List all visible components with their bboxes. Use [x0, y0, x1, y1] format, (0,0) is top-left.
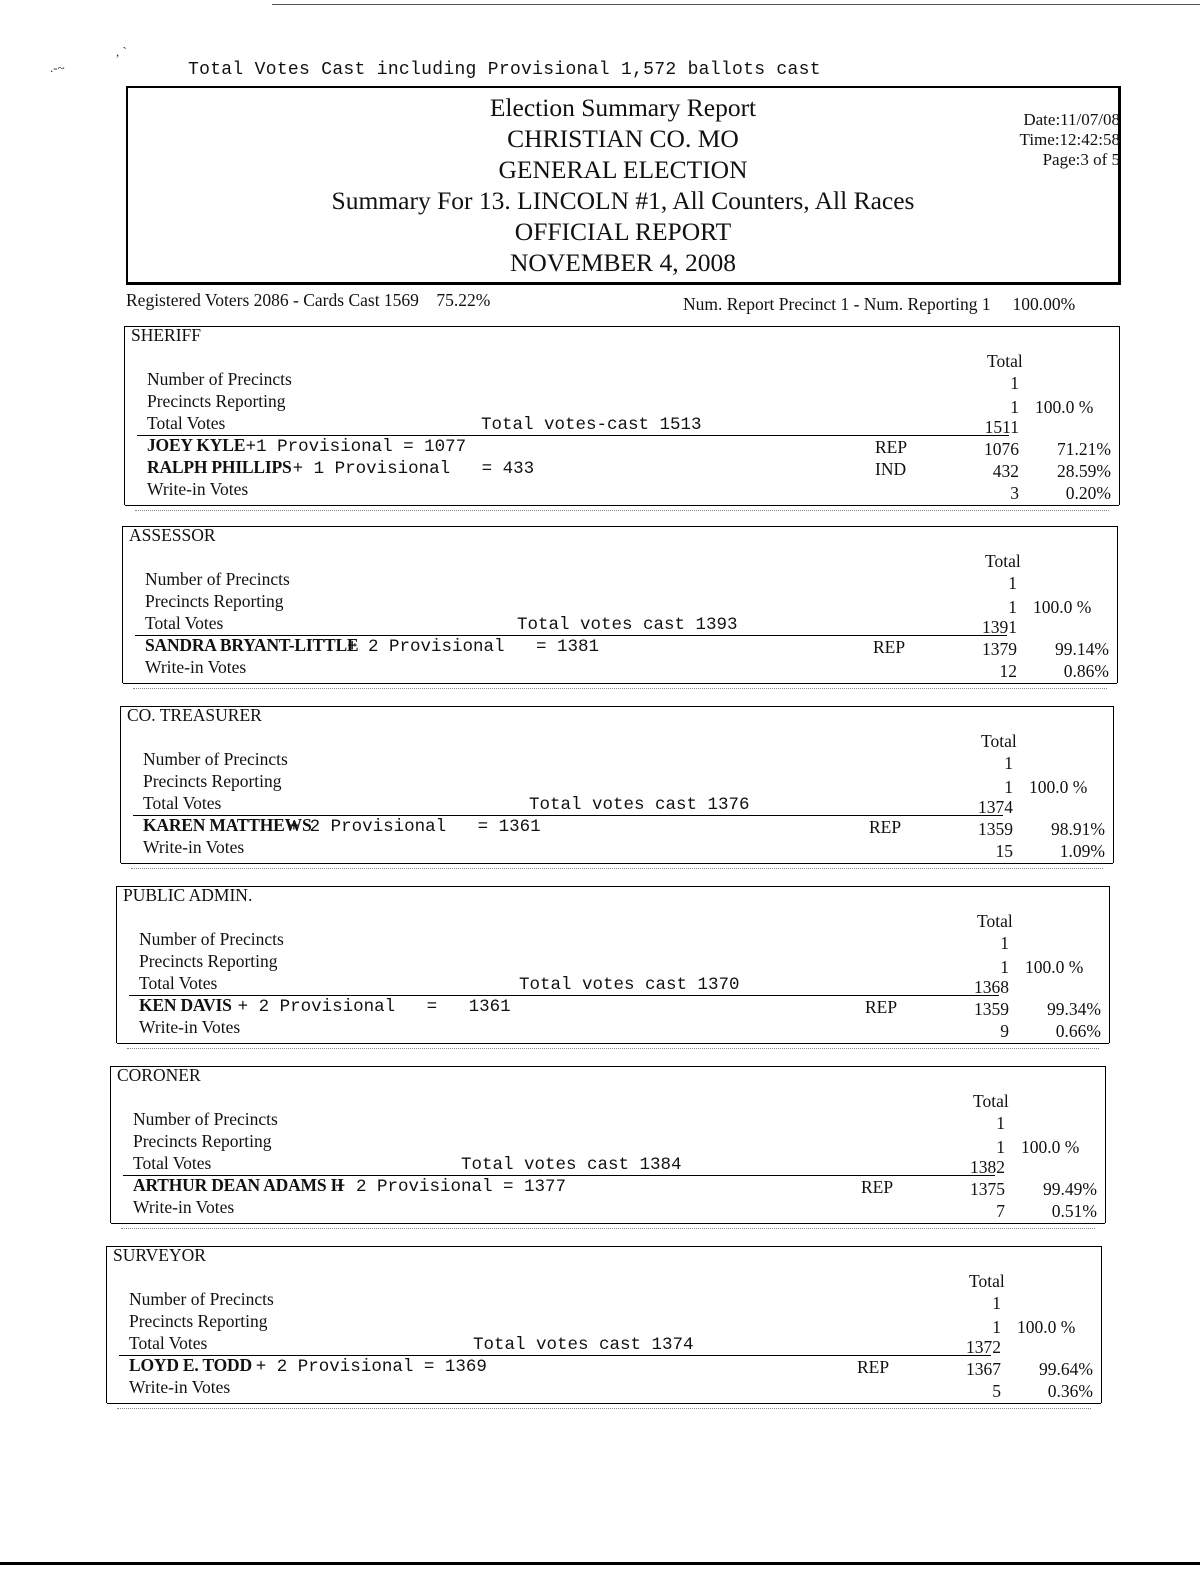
total-column-header: Total	[987, 351, 1023, 371]
number-of-precincts-value: 1	[1010, 373, 1019, 393]
header-line: OFFICIAL REPORT	[514, 217, 732, 246]
header-line: Summary For 13. LINCOLN #1, All Counters, All Races	[331, 186, 915, 215]
write-in-label: Write-in Votes	[145, 657, 247, 677]
precincts-reporting-label: Precincts Reporting	[147, 391, 286, 411]
reporting-percent: 100.0 %	[1035, 397, 1094, 417]
race-section	[116, 886, 1110, 1043]
write-in-percent: 0.66%	[1055, 1021, 1101, 1041]
total-votes-cast-note: Total votes cast 1376	[529, 795, 750, 815]
number-of-precincts-label: Number of Precincts	[139, 929, 284, 949]
candidate-party: REP	[861, 1177, 894, 1197]
race-section	[124, 326, 1120, 505]
header-line: Election Summary Report	[489, 93, 757, 122]
candidate-party: REP	[869, 817, 902, 837]
number-of-precincts-label: Number of Precincts	[145, 569, 290, 589]
total-votes-cast-note: Total votes cast 1393	[517, 615, 738, 635]
candidate-votes: 1379	[982, 639, 1017, 659]
header-line: GENERAL ELECTION	[498, 155, 748, 184]
total-votes-label: Total Votes	[139, 973, 218, 993]
total-votes-value: 1382	[970, 1157, 1005, 1177]
total-column-header: Total	[973, 1091, 1009, 1111]
provisional-note: + 2 Provisional = 1377	[335, 1177, 567, 1197]
race-section	[106, 1246, 1102, 1403]
write-in-label: Write-in Votes	[147, 479, 249, 499]
race-bottom-rule	[107, 1403, 1101, 1404]
race-title: PUBLIC ADMIN.	[123, 885, 253, 905]
race-title: SURVEYOR	[113, 1245, 206, 1265]
total-votes-cast-note: Total votes cast 1374	[473, 1335, 694, 1355]
candidate-party: REP	[857, 1357, 890, 1377]
race-title: SHERIFF	[131, 325, 202, 345]
total-votes-cast-note: Total votes cast 1384	[461, 1155, 682, 1175]
candidate-percent: 99.49%	[1043, 1179, 1097, 1199]
write-in-percent: 0.20%	[1065, 483, 1111, 503]
write-in-votes: 9	[1000, 1021, 1009, 1041]
provisional-note: + 2 Provisional = 1361	[237, 997, 511, 1017]
candidate-percent: 99.34%	[1047, 999, 1101, 1019]
candidate-percent: 99.14%	[1055, 639, 1109, 659]
total-votes-label: Total Votes	[129, 1333, 208, 1353]
candidate-name: KAREN MATTHEWS	[143, 815, 312, 835]
candidate-name: KEN DAVIS	[139, 995, 232, 1015]
total-column-header: Total	[969, 1271, 1005, 1291]
scan-mark: .-~	[50, 60, 65, 75]
scan-noise-dots	[131, 868, 1103, 871]
candidate-name: RALPH PHILLIPS	[147, 457, 292, 477]
registered-voters-line: Registered Voters 2086 - Cards Cast 1569 75.22%	[126, 290, 491, 310]
precincts-reporting-value: 1	[1004, 777, 1013, 797]
candidate-name: ARTHUR DEAN ADAMS II	[133, 1175, 344, 1195]
reporting-percent: 100.0 %	[1021, 1137, 1080, 1157]
scan-noise-dots	[117, 1408, 1091, 1411]
total-votes-label: Total Votes	[143, 793, 222, 813]
number-of-precincts-value: 1	[1008, 573, 1017, 593]
write-in-votes: 5	[992, 1381, 1001, 1401]
candidate-percent: 71.21%	[1057, 439, 1111, 459]
number-of-precincts-label: Number of Precincts	[129, 1289, 274, 1309]
candidate-votes: 1367	[966, 1359, 1001, 1379]
race-bottom-rule	[125, 505, 1119, 506]
scan-noise-dots	[135, 510, 1109, 513]
provisional-note: + 1 Provisional = 433	[292, 459, 535, 479]
number-of-precincts-value: 1	[1004, 753, 1013, 773]
candidate-percent: 98.91%	[1051, 819, 1105, 839]
total-votes-value: 1374	[978, 797, 1013, 817]
reporting-percent: 100.0 %	[1025, 957, 1084, 977]
race-section	[110, 1066, 1106, 1223]
report-page: Page:3 of 5	[1042, 150, 1120, 169]
precinct-reporting-line: Num. Report Precinct 1 - Num. Reporting 1 100.00%	[683, 294, 1076, 314]
race-bottom-rule	[117, 1043, 1109, 1044]
total-votes-value: 1391	[982, 617, 1017, 637]
total-column-header: Total	[985, 551, 1021, 571]
scan-noise-dots	[127, 1048, 1099, 1051]
provisional-note: + 2 Provisional = 1381	[347, 637, 600, 657]
write-in-percent: 0.36%	[1047, 1381, 1093, 1401]
total-votes-separator	[129, 995, 999, 996]
total-votes-cast-note: Total votes cast 1370	[519, 975, 740, 995]
write-in-votes: 15	[995, 841, 1013, 861]
race-title: CORONER	[117, 1065, 201, 1085]
candidate-votes: 432	[992, 461, 1019, 481]
candidate-name: LOYD E. TODD	[129, 1355, 252, 1375]
number-of-precincts-value: 1	[996, 1113, 1005, 1133]
top-scan-line	[272, 4, 1200, 5]
total-votes-separator	[137, 435, 1009, 436]
reporting-percent: 100.0 %	[1017, 1317, 1076, 1337]
write-in-votes: 3	[1010, 483, 1019, 503]
race-bottom-rule	[111, 1223, 1105, 1224]
precincts-reporting-value: 1	[1008, 597, 1017, 617]
write-in-percent: 0.86%	[1063, 661, 1109, 681]
write-in-percent: 1.09%	[1059, 841, 1105, 861]
total-column-header: Total	[981, 731, 1017, 751]
precincts-reporting-label: Precincts Reporting	[143, 771, 282, 791]
candidate-party: IND	[875, 459, 907, 479]
bottom-scan-line	[0, 1562, 1200, 1565]
provisional-note: + 2 Provisional = 1361	[288, 817, 541, 837]
header-line: CHRISTIAN CO. MO	[507, 124, 739, 153]
candidate-votes: 1359	[974, 999, 1009, 1019]
total-votes-label: Total Votes	[145, 613, 224, 633]
number-of-precincts-label: Number of Precincts	[143, 749, 288, 769]
race-section	[122, 526, 1118, 683]
precincts-reporting-label: Precincts Reporting	[145, 591, 284, 611]
report-header	[126, 86, 1121, 285]
candidate-votes: 1076	[984, 439, 1019, 459]
report-date: Date:11/07/08	[1023, 110, 1120, 129]
number-of-precincts-value: 1	[992, 1293, 1001, 1313]
write-in-label: Write-in Votes	[143, 837, 245, 857]
write-in-label: Write-in Votes	[133, 1197, 235, 1217]
number-of-precincts-label: Number of Precincts	[147, 369, 292, 389]
header-title-block	[128, 92, 1118, 278]
race-bottom-rule	[123, 683, 1117, 684]
total-votes-value: 1372	[966, 1337, 1001, 1357]
precincts-reporting-value: 1	[996, 1137, 1005, 1157]
total-votes-label: Total Votes	[147, 413, 226, 433]
total-votes-label: Total Votes	[133, 1153, 212, 1173]
total-votes-value: 1511	[984, 417, 1019, 437]
total-votes-cast-note: Total votes-cast 1513	[481, 415, 702, 435]
scan-mark: , `	[116, 44, 127, 59]
number-of-precincts-label: Number of Precincts	[133, 1109, 278, 1129]
candidate-name: JOEY KYLE	[147, 435, 246, 455]
write-in-votes: 12	[999, 661, 1017, 681]
precincts-reporting-value: 1	[1000, 957, 1009, 977]
race-section	[120, 706, 1114, 863]
total-column-header: Total	[977, 911, 1013, 931]
total-votes-cast-note: Total Votes Cast including Provisional 1,572 ballots cast	[188, 60, 821, 80]
race-title: CO. TREASURER	[127, 705, 262, 725]
precincts-reporting-label: Precincts Reporting	[129, 1311, 268, 1331]
provisional-note: +1 Provisional = 1077	[245, 437, 467, 457]
precincts-reporting-label: Precincts Reporting	[139, 951, 278, 971]
total-votes-value: 1368	[974, 977, 1009, 997]
candidate-party: REP	[865, 997, 898, 1017]
scan-noise-dots	[121, 1228, 1095, 1231]
write-in-label: Write-in Votes	[139, 1017, 241, 1037]
report-time: Time:12:42:58	[1019, 130, 1120, 149]
precincts-reporting-label: Precincts Reporting	[133, 1131, 272, 1151]
provisional-note: + 2 Provisional = 1369	[255, 1357, 487, 1377]
reporting-percent: 100.0 %	[1033, 597, 1092, 617]
race-bottom-rule	[121, 863, 1113, 864]
number-of-precincts-value: 1	[1000, 933, 1009, 953]
precincts-reporting-value: 1	[1010, 397, 1019, 417]
write-in-label: Write-in Votes	[129, 1377, 231, 1397]
precincts-reporting-value: 1	[992, 1317, 1001, 1337]
candidate-percent: 28.59%	[1057, 461, 1111, 481]
scan-noise-dots	[133, 688, 1107, 691]
race-title: ASSESSOR	[129, 525, 216, 545]
candidate-votes: 1375	[970, 1179, 1005, 1199]
reporting-percent: 100.0 %	[1029, 777, 1088, 797]
candidate-party: REP	[873, 637, 906, 657]
write-in-votes: 7	[996, 1201, 1005, 1221]
candidate-party: REP	[875, 437, 908, 457]
candidate-percent: 99.64%	[1039, 1359, 1093, 1379]
header-line: NOVEMBER 4, 2008	[510, 248, 736, 277]
candidate-votes: 1359	[978, 819, 1013, 839]
candidate-name: SANDRA BRYANT-LITTLE	[145, 635, 359, 655]
write-in-percent: 0.51%	[1051, 1201, 1097, 1221]
